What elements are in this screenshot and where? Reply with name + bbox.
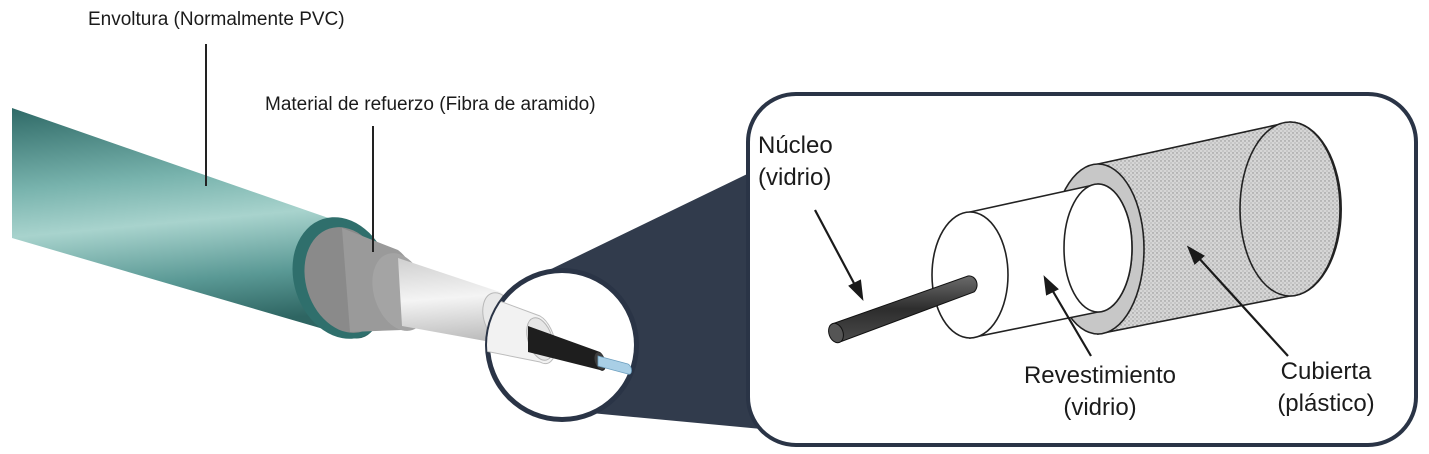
core-label [758, 130, 833, 194]
core-label-material: (vidrio) [758, 164, 832, 191]
cladding-label-name: Revestimiento [1023, 362, 1177, 389]
coating-label [1256, 356, 1396, 420]
coating-label-name: Cubierta [1280, 358, 1372, 385]
outer-cable [12, 108, 523, 352]
jacket-label: Envoltura (Normalmente PVC) [88, 9, 345, 30]
cladding-label-material: (vidrio) [1063, 394, 1137, 421]
coating-label-material: (plástico) [1277, 390, 1375, 417]
cladding-label [1000, 360, 1200, 424]
strength-member-label: Material de refuerzo (Fibra de aramido) [265, 94, 596, 115]
cladding-end [932, 212, 1008, 338]
core-label-name: Núcleo [758, 132, 833, 159]
